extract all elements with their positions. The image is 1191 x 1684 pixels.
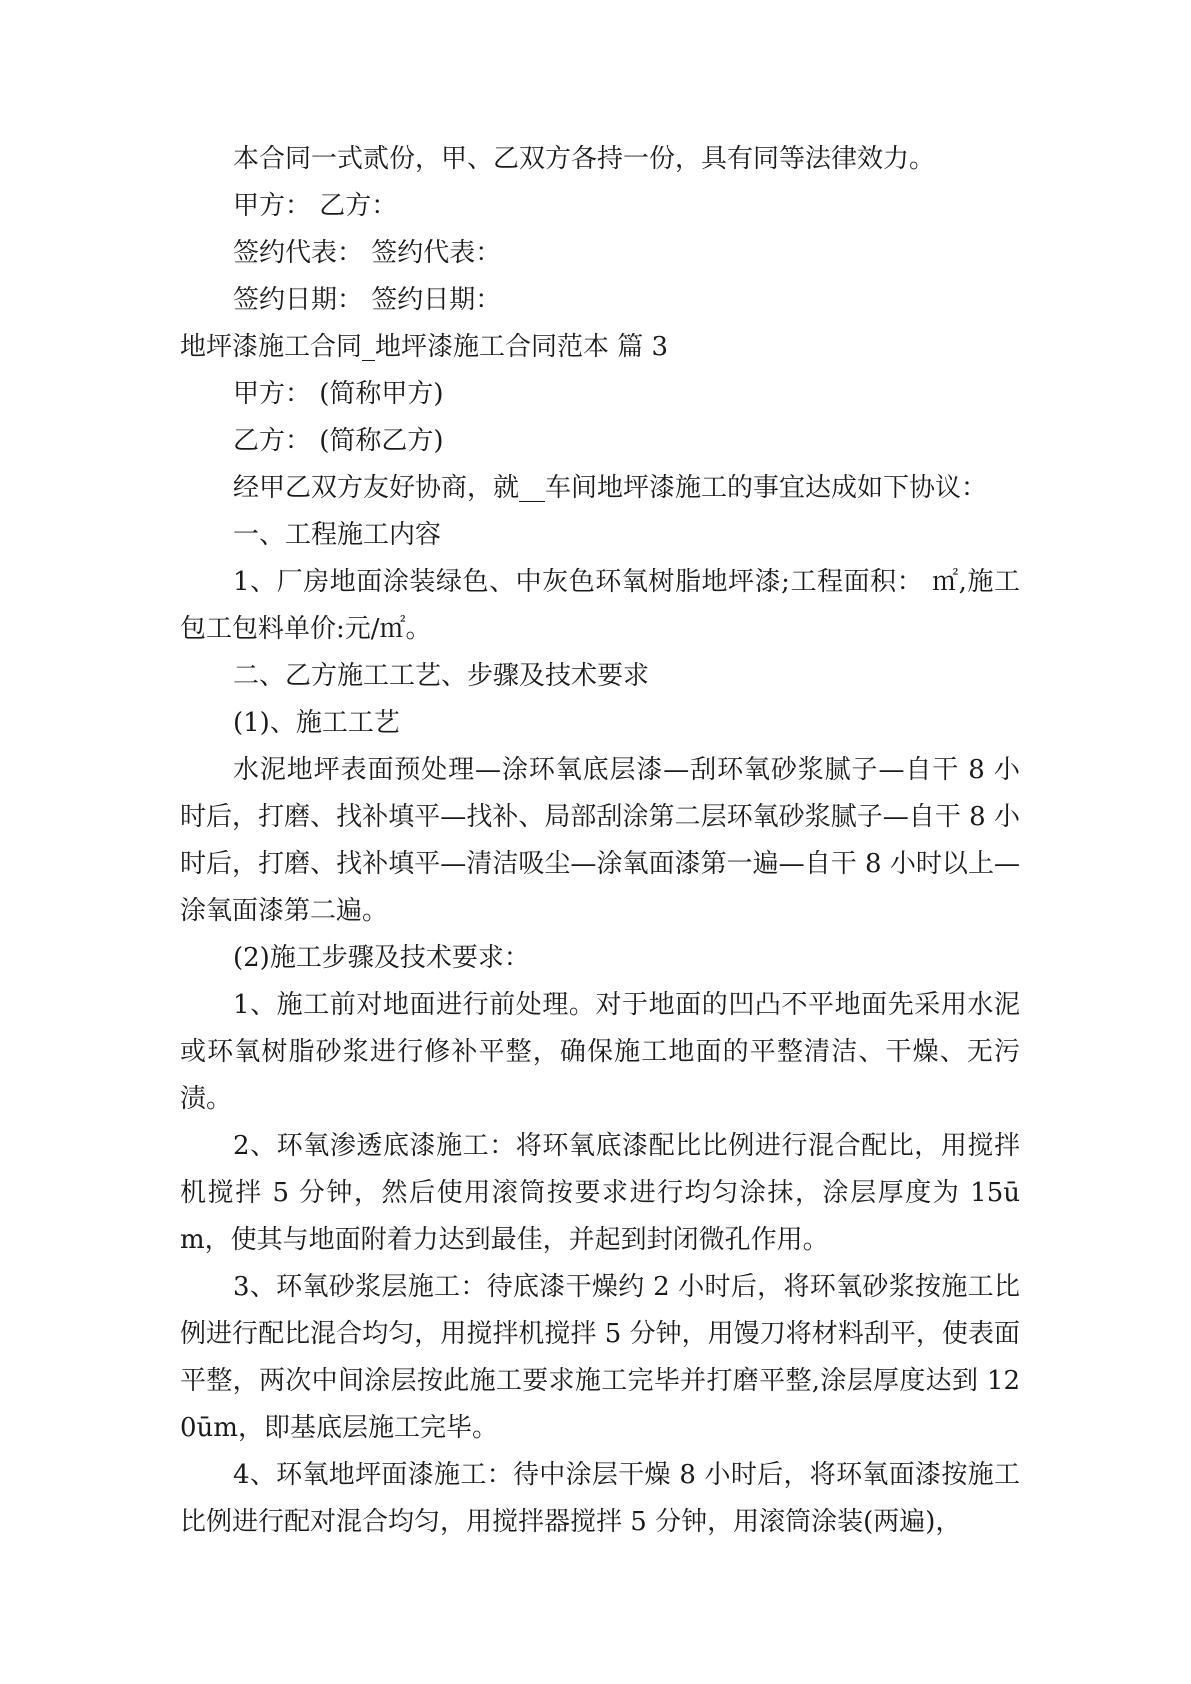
subheading-process-steps: 二、乙方施工工艺、步骤及技术要求 (233, 661, 650, 691)
subheading-project-content: 一、工程施工内容 (233, 520, 442, 550)
paragraph-step-3: 3、环氧砂浆层施工：待底漆干燥约 2 小时后，将环氧砂浆按施工比例进行配比混合均匀，用搅拌机搅拌 5 分钟，用馒刀将材料刮平，使表面平整，两次中间涂层按此施工要求施工完毕并打磨平整,涂层厚度达到 120ūm，即基底层施工完毕。 (180, 1272, 1020, 1443)
paragraph-step-2: 2、环氧渗透底漆施工：将环氧底漆配比比例进行混合配比，用搅拌机搅拌 5 分钟，然后使用滚筒按要求进行均匀涂抹，涂层厚度为 15ūm，使其与地面附着力达到最佳，并起到封闭微孔作用。 (180, 1131, 1020, 1255)
paragraph-signing-date: 签约日期： 签约日期： (233, 285, 502, 315)
subheading-steps-requirements: (2)施工步骤及技术要求： (233, 943, 530, 973)
paragraph-step-1: 1、施工前对地面进行前处理。对于地面的凹凸不平地面先采用水泥或环氧树脂砂浆进行修补平整，确保施工地面的平整清洁、干燥、无污渍。 (180, 990, 1020, 1114)
paragraph-signing-representative: 签约代表： 签约代表： (233, 238, 502, 268)
paragraph-project-scope: 1、厂房地面涂装绿色、中灰色环氧树脂地坪漆;工程面积： ㎡,施工包工包料单价:元/㎡。 (180, 567, 1020, 644)
paragraph-party-a: 甲方： (简称甲方) (233, 379, 444, 409)
paragraph-party-b: 乙方： (简称乙方) (233, 426, 444, 456)
section-heading: 地坪漆施工合同_地坪漆施工合同范本 篇 3 (180, 332, 669, 362)
paragraph-process-flow: 水泥地坪表面预处理—涂环氧底层漆—刮环氧砂浆腻子—自干 8 小时后，打磨、找补填平—找补、局部刮涂第二层环氧砂浆腻子—自干 8 小时后，打磨、找补填平—清洁吸尘—涂氧面漆第一遍—自干 8 小时以上—涂氧面漆第二遍。 (180, 755, 1020, 926)
paragraph-step-4: 4、环氧地坪面漆施工：待中涂层干燥 8 小时后，将环氧面漆按施工比例进行配对混合均匀，用搅拌器搅拌 5 分钟，用滚筒涂装(两遍)， (180, 1460, 1020, 1537)
paragraph-party-a-b: 甲方： 乙方： (233, 191, 398, 221)
paragraph-copies-clause: 本合同一式贰份，甲、乙双方各持一份，具有同等法律效力。 (233, 144, 936, 174)
subheading-process: (1)、施工工艺 (233, 708, 400, 738)
document-page (180, 136, 1020, 1546)
paragraph-agreement-intro: 经甲乙双方友好协商，就__车间地坪漆施工的事宜达成如下协议： (233, 473, 988, 503)
